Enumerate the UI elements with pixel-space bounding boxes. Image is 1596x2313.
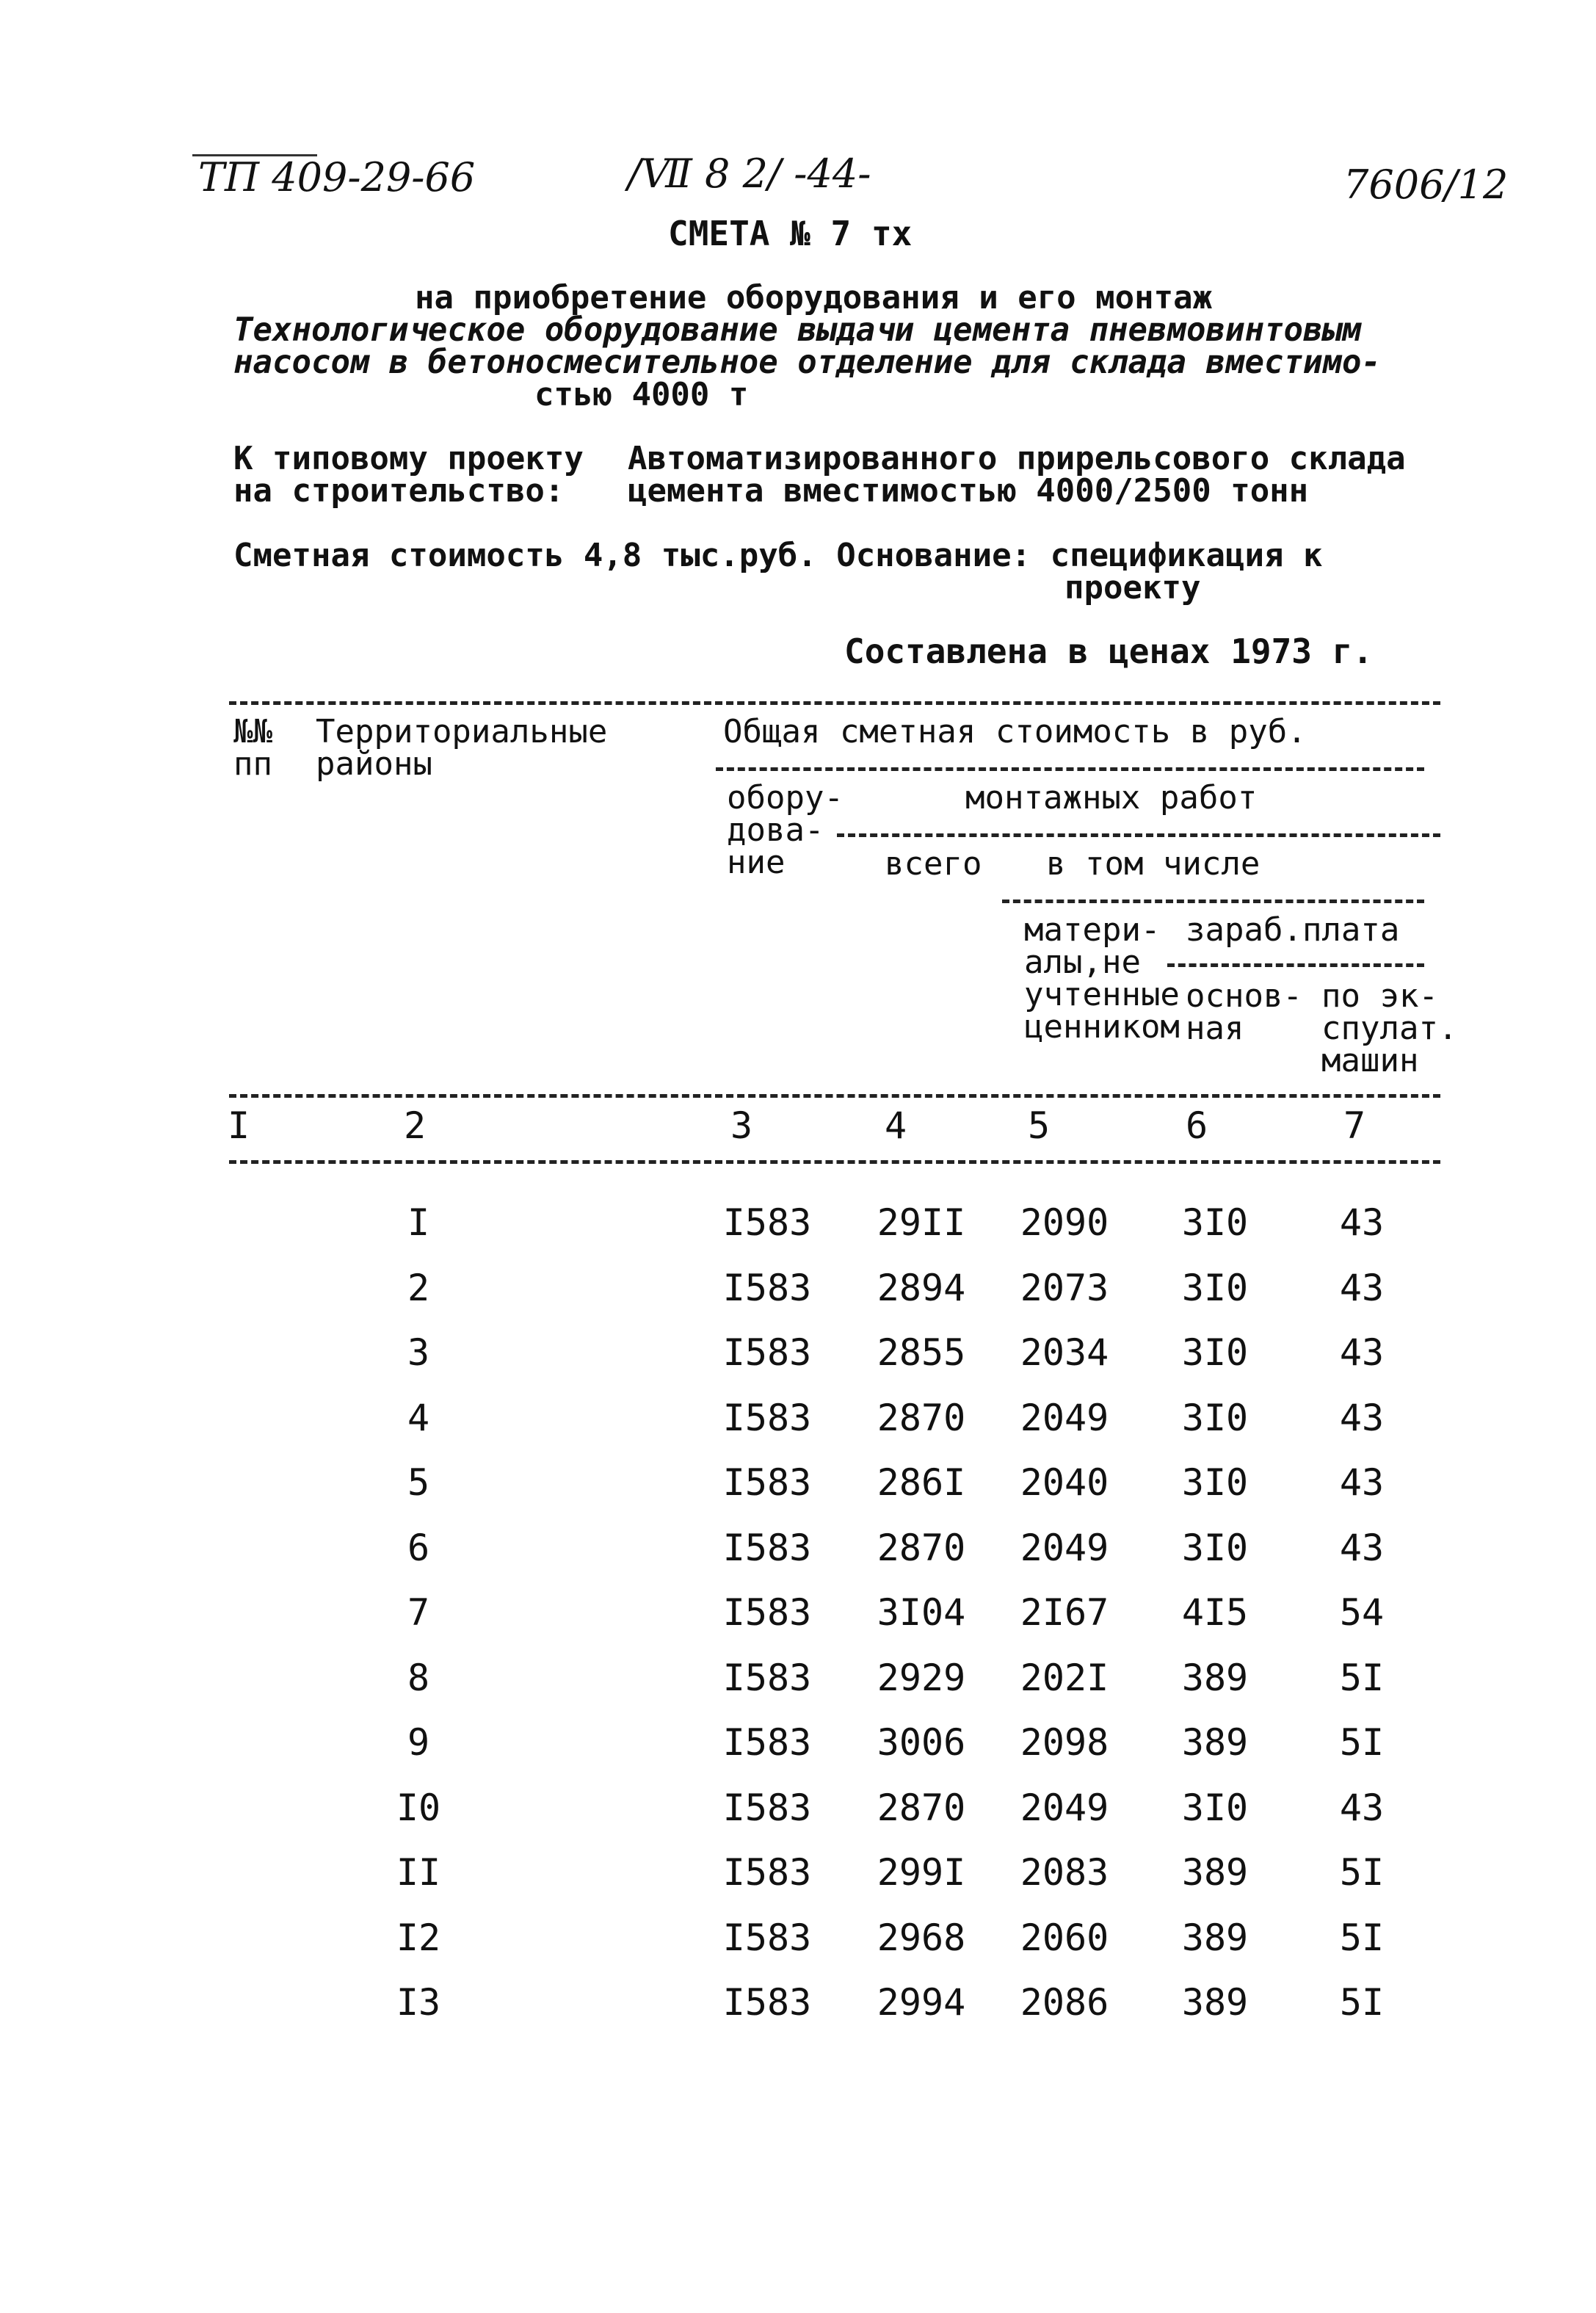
basic-wage-cell: 3I0 bbox=[1181, 1266, 1249, 1309]
machine-wage-cell: 43 bbox=[1339, 1461, 1385, 1504]
equipment-cell: I583 bbox=[722, 1981, 812, 2024]
materials-cell: 2086 bbox=[1020, 1981, 1109, 2024]
basic-wage-cell: 3I0 bbox=[1181, 1396, 1249, 1439]
header-bottom-rule bbox=[229, 1094, 1440, 1098]
district-cell: 8 bbox=[407, 1656, 430, 1699]
project-label-1: К типовому проекту bbox=[233, 440, 584, 477]
basic-wage-cell: 3I0 bbox=[1181, 1786, 1249, 1829]
machine-wage-cell: 43 bbox=[1339, 1526, 1385, 1569]
total-cell: 2994 bbox=[877, 1981, 966, 2024]
total-cell: 3I04 bbox=[877, 1591, 966, 1634]
materials-cell: 2083 bbox=[1020, 1851, 1109, 1894]
equipment-cell: I583 bbox=[722, 1331, 812, 1374]
header-num: №№ пп bbox=[233, 713, 272, 783]
header-including: в том числе bbox=[1046, 845, 1261, 883]
basic-wage-cell: 389 bbox=[1181, 1851, 1249, 1894]
machine-wage-cell: 43 bbox=[1339, 1786, 1385, 1829]
column-number: 6 bbox=[1185, 1104, 1208, 1147]
district-cell: 2 bbox=[407, 1266, 430, 1309]
archive-number: 7606/12 bbox=[1343, 162, 1509, 208]
total-cell: 2968 bbox=[877, 1916, 966, 1959]
column-number: 3 bbox=[730, 1104, 753, 1147]
project-value-1: Автоматизированного прирельсового склада bbox=[628, 440, 1406, 477]
materials-cell: 2034 bbox=[1020, 1331, 1109, 1374]
price-level: Составлена в ценах 1973 г. bbox=[844, 631, 1374, 671]
header-wages: зараб.плата bbox=[1186, 911, 1400, 949]
column-number: 4 bbox=[884, 1104, 907, 1147]
basic-wage-cell: 3I0 bbox=[1181, 1526, 1249, 1569]
materials-cell: 2049 bbox=[1020, 1786, 1109, 1829]
sheet-reference: /Ⅶ 8 2/ -44- bbox=[628, 151, 871, 197]
column-number: 5 bbox=[1027, 1104, 1051, 1147]
equipment-cell: I583 bbox=[722, 1461, 812, 1504]
machine-wage-cell: 43 bbox=[1339, 1266, 1385, 1309]
materials-cell: 2049 bbox=[1020, 1526, 1109, 1569]
district-cell: 4 bbox=[407, 1396, 430, 1439]
equipment-cell: I583 bbox=[722, 1851, 812, 1894]
basic-wage-cell: 389 bbox=[1181, 1656, 1249, 1699]
district-cell: I bbox=[407, 1201, 430, 1244]
header-installation: монтажных работ bbox=[965, 779, 1258, 817]
machine-wage-cell: 5I bbox=[1339, 1851, 1385, 1894]
subtitle-line-1: на приобретение оборудования и его монтаж bbox=[415, 279, 1213, 316]
header-rule-including bbox=[1002, 900, 1424, 903]
equipment-cell: I583 bbox=[722, 1396, 812, 1439]
machine-wage-cell: 5I bbox=[1339, 1916, 1385, 1959]
total-cell: 29II bbox=[877, 1201, 966, 1244]
equipment-cell: I583 bbox=[722, 1526, 812, 1569]
district-cell: 5 bbox=[407, 1461, 430, 1504]
machine-wage-cell: 5I bbox=[1339, 1656, 1385, 1699]
district-cell: I3 bbox=[396, 1981, 441, 2024]
header-district: Территориальные районы bbox=[316, 713, 608, 783]
machine-wage-cell: 43 bbox=[1339, 1331, 1385, 1374]
materials-cell: 2090 bbox=[1020, 1201, 1109, 1244]
materials-cell: 2060 bbox=[1020, 1916, 1109, 1959]
materials-cell: 2I67 bbox=[1020, 1591, 1109, 1634]
district-cell: I2 bbox=[396, 1916, 441, 1959]
basic-wage-cell: 3I0 bbox=[1181, 1201, 1249, 1244]
total-cell: 2870 bbox=[877, 1786, 966, 1829]
total-cell: 2870 bbox=[877, 1396, 966, 1439]
total-cell: 2855 bbox=[877, 1331, 966, 1374]
materials-cell: 2049 bbox=[1020, 1396, 1109, 1439]
district-cell: II bbox=[396, 1851, 441, 1894]
equipment-cell: I583 bbox=[722, 1656, 812, 1699]
machine-wage-cell: 54 bbox=[1339, 1591, 1385, 1634]
equipment-cell: I583 bbox=[722, 1916, 812, 1959]
basic-wage-cell: 389 bbox=[1181, 1981, 1249, 2024]
equipment-cell: I583 bbox=[722, 1786, 812, 1829]
basic-wage-cell: 4I5 bbox=[1181, 1591, 1249, 1634]
basic-wage-cell: 389 bbox=[1181, 1721, 1249, 1764]
header-rule-total bbox=[716, 767, 1424, 771]
equipment-cell: I583 bbox=[722, 1721, 812, 1764]
total-cell: 2929 bbox=[877, 1656, 966, 1699]
district-cell: 3 bbox=[407, 1331, 430, 1374]
subtitle-line-4: стью 4000 т bbox=[534, 376, 749, 413]
header-basic: основ- ная bbox=[1186, 977, 1302, 1047]
district-cell: I0 bbox=[396, 1786, 441, 1829]
total-cell: 2870 bbox=[877, 1526, 966, 1569]
district-cell: 6 bbox=[407, 1526, 430, 1569]
basic-wage-cell: 3I0 bbox=[1181, 1461, 1249, 1504]
header-materials: матери- алы,не учтенные ценником bbox=[1024, 911, 1180, 1046]
total-cell: 3006 bbox=[877, 1721, 966, 1764]
column-number: 7 bbox=[1343, 1104, 1366, 1147]
materials-cell: 2098 bbox=[1020, 1721, 1109, 1764]
materials-cell: 202I bbox=[1020, 1656, 1109, 1699]
total-cell: 286I bbox=[877, 1461, 966, 1504]
equipment-cell: I583 bbox=[722, 1266, 812, 1309]
table-top-rule bbox=[229, 701, 1440, 705]
total-cell: 2894 bbox=[877, 1266, 966, 1309]
machine-wage-cell: 5I bbox=[1339, 1721, 1385, 1764]
column-number: 2 bbox=[403, 1104, 427, 1147]
equipment-cell: I583 bbox=[722, 1591, 812, 1634]
project-value-2: цемента вместимостью 4000/2500 тонн bbox=[628, 472, 1309, 510]
materials-cell: 2040 bbox=[1020, 1461, 1109, 1504]
subtitle-line-2: Технологическое оборудование выдачи цемента пневмовинтовым bbox=[233, 311, 1362, 349]
machine-wage-cell: 5I bbox=[1339, 1981, 1385, 2024]
project-code: ТП 409-29-66 bbox=[198, 154, 476, 200]
column-number: I bbox=[227, 1104, 250, 1147]
document-title: СМЕТА № 7 тх bbox=[668, 214, 913, 253]
project-label-2: на строительство: bbox=[233, 472, 565, 510]
header-total-cost: Общая сметная стоимость в руб. bbox=[723, 713, 1307, 750]
header-all: всего bbox=[885, 845, 982, 883]
header-rule-installation bbox=[837, 833, 1440, 837]
total-cell: 299I bbox=[877, 1851, 966, 1894]
materials-cell: 2073 bbox=[1020, 1266, 1109, 1309]
basic-wage-cell: 389 bbox=[1181, 1916, 1249, 1959]
header-rule-wages bbox=[1167, 963, 1424, 967]
header-machines: по эк- спулат. машин bbox=[1321, 977, 1458, 1079]
district-cell: 9 bbox=[407, 1721, 430, 1764]
district-cell: 7 bbox=[407, 1591, 430, 1634]
column-numbers-rule bbox=[229, 1160, 1440, 1164]
estimated-cost-basis: проекту bbox=[1064, 569, 1201, 607]
estimated-cost: Сметная стоимость 4,8 тыс.руб. Основание: спецификация к bbox=[233, 537, 1323, 574]
basic-wage-cell: 3I0 bbox=[1181, 1331, 1249, 1374]
subtitle-line-3: насосом в бетоносмесительное отделение для склада вместимо- bbox=[233, 344, 1381, 381]
machine-wage-cell: 43 bbox=[1339, 1396, 1385, 1439]
header-equipment: обору- дова- ние bbox=[727, 779, 844, 881]
machine-wage-cell: 43 bbox=[1339, 1201, 1385, 1244]
equipment-cell: I583 bbox=[722, 1201, 812, 1244]
